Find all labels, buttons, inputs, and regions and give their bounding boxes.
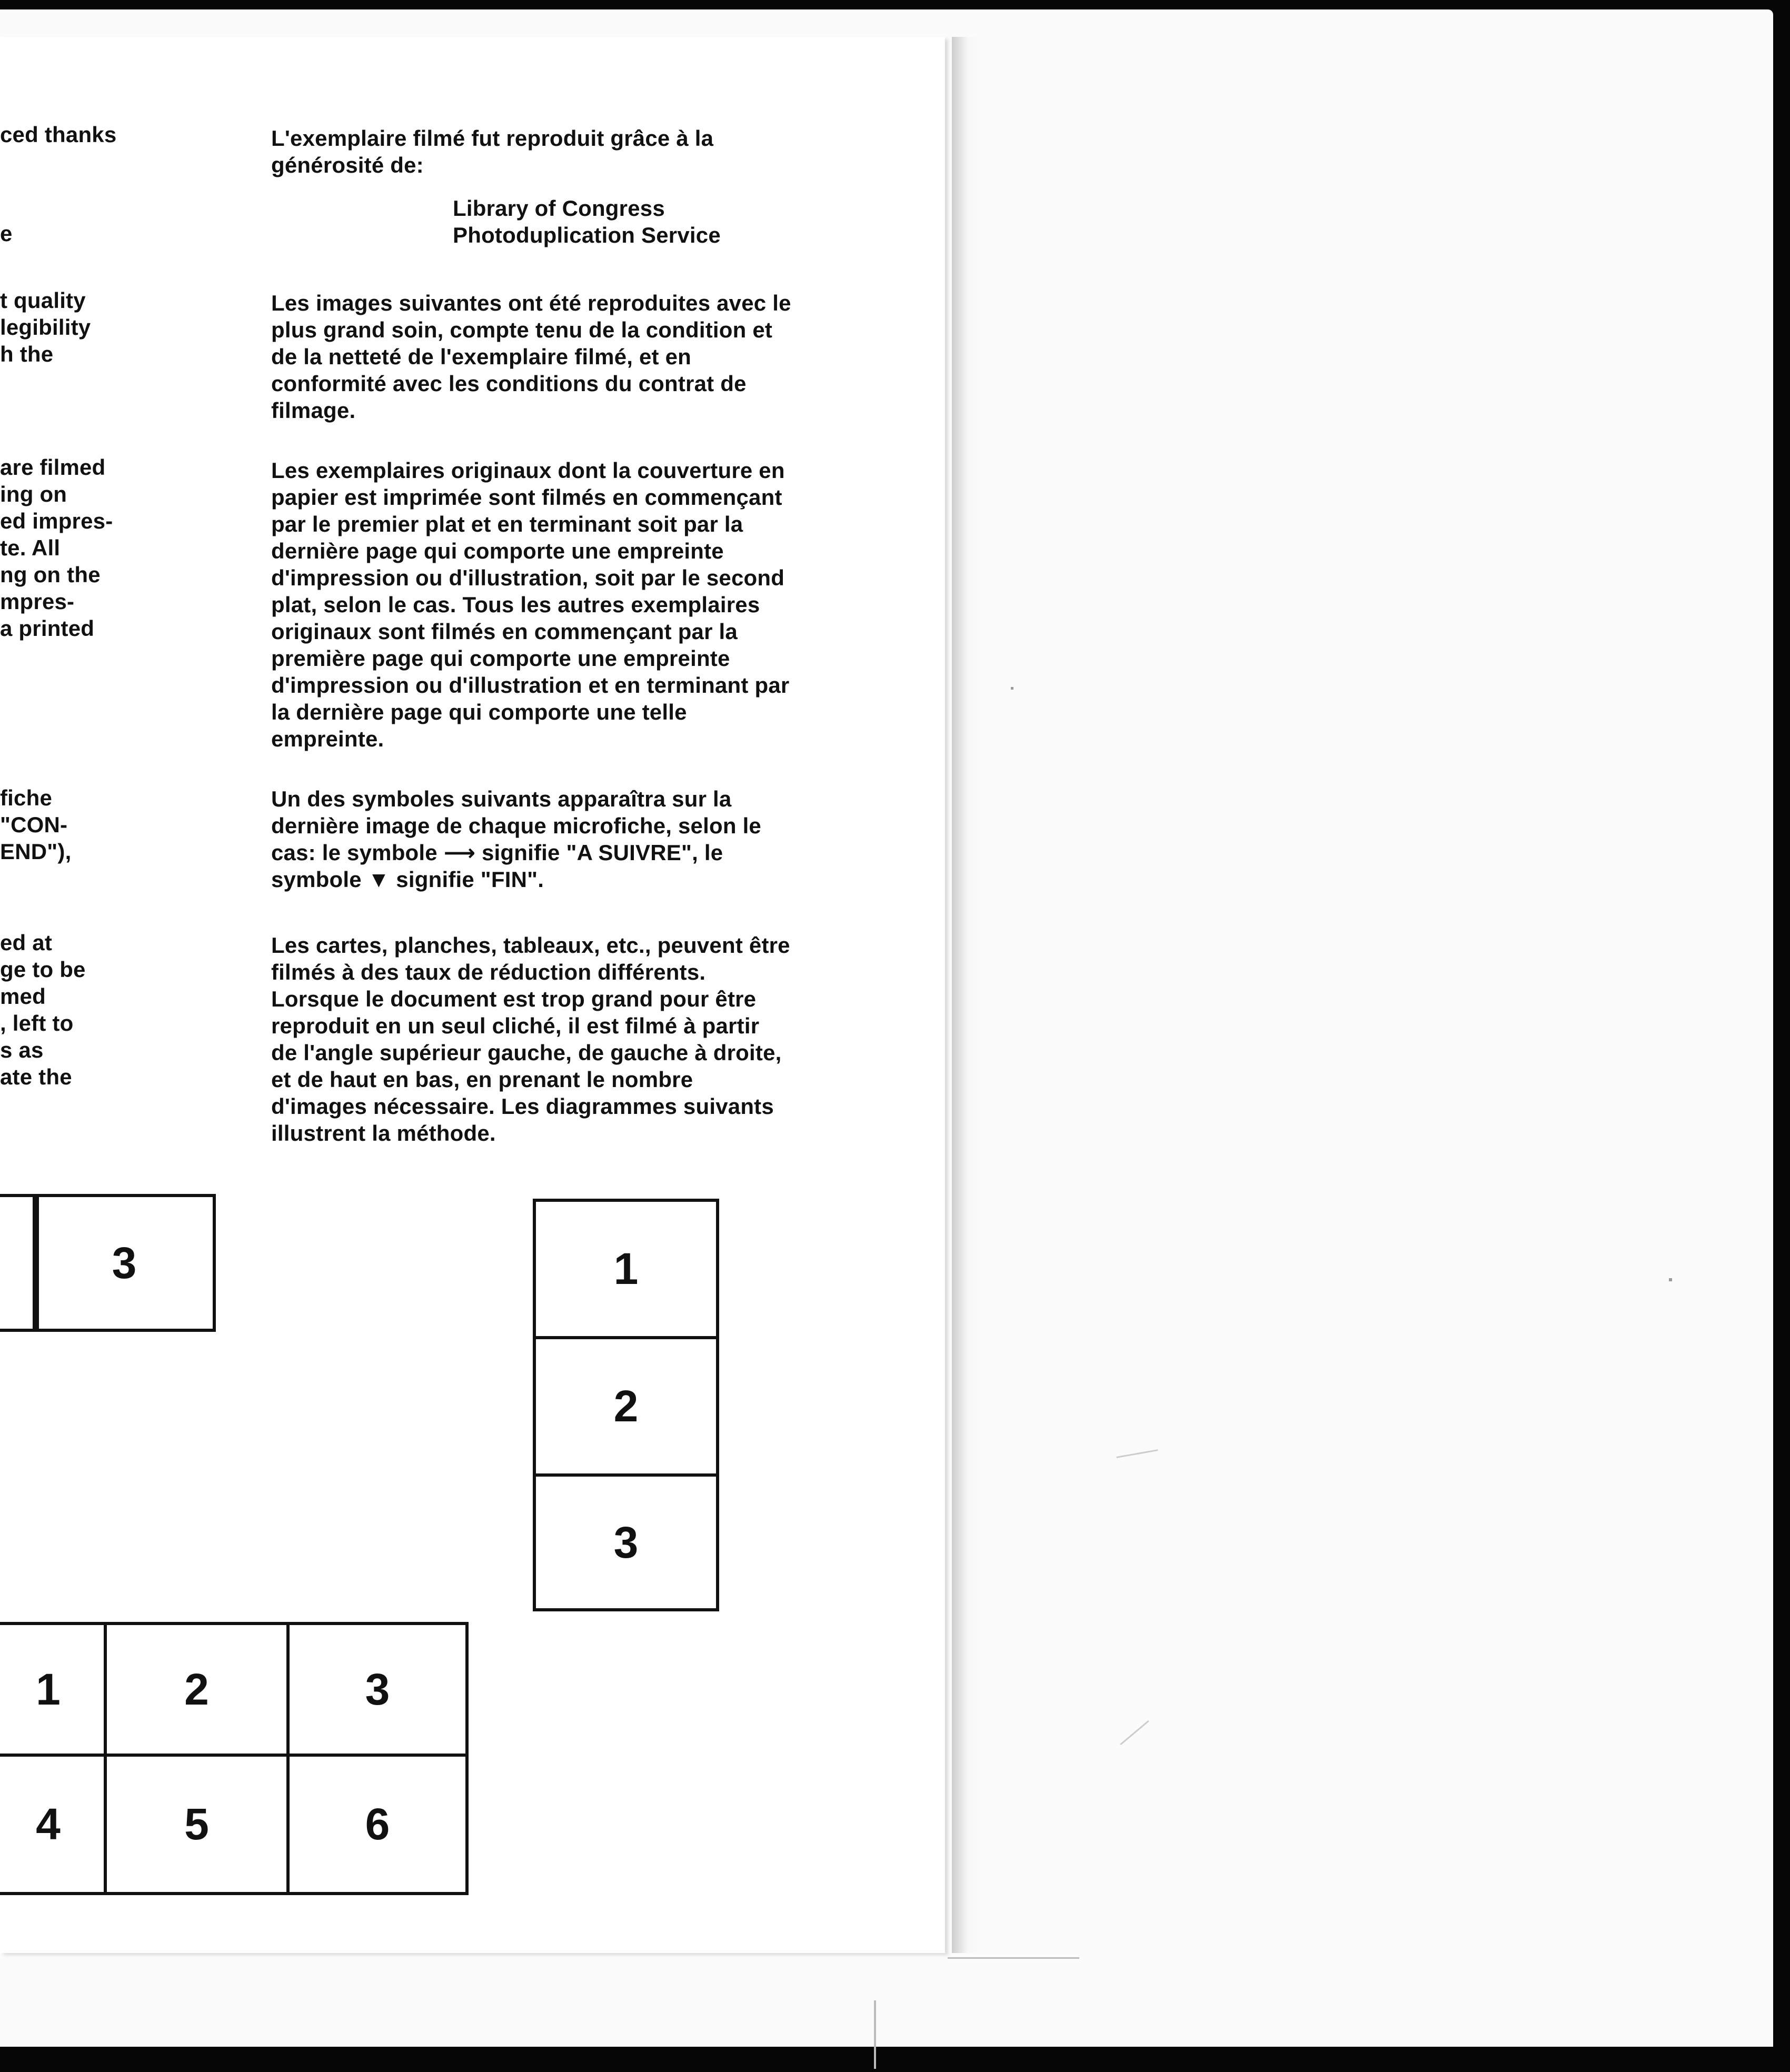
french-para-originals-line: plat, selon le cas. Tous les autres exemplaires bbox=[271, 592, 760, 617]
french-para-maps-line: reproduit en un seul cliché, il est filmé à partir bbox=[271, 1013, 760, 1038]
diagram-cell: 4 bbox=[0, 1754, 107, 1895]
scan-mark bbox=[874, 2000, 876, 2069]
french-para-originals-line: dernière page qui comporte une empreinte bbox=[271, 539, 724, 563]
french-para-originals-line: originaux sont filmés en commençant par la bbox=[271, 619, 738, 644]
french-para-maps-line: et de haut en bas, en prenant le nombre bbox=[271, 1067, 693, 1092]
diagram-cell: 2 bbox=[533, 1336, 719, 1477]
french-para-originals-line: Les exemplaires originaux dont la couverture en bbox=[271, 458, 785, 483]
french-intro-line: L'exemplaire filmé fut reproduit grâce à la bbox=[271, 126, 714, 151]
french-para-originals-line: d'impression ou d'illustration, soit par le second bbox=[271, 565, 785, 590]
diagram-cell: 3 bbox=[33, 1194, 216, 1332]
french-para-maps-line: Les cartes, planches, tableaux, etc., peuvent être bbox=[271, 933, 790, 958]
page-edge-shadow bbox=[952, 37, 983, 1953]
diagram-cell: 1 bbox=[533, 1199, 719, 1339]
institution-line: Photoduplication Service bbox=[453, 223, 721, 247]
institution-line: Library of Congress bbox=[453, 196, 665, 221]
french-para-originals-line: par le premier plat et en terminant soit par la bbox=[271, 512, 743, 536]
french-para-symbols-line: cas: le symbole ⟶ signifie "A SUIVRE", le bbox=[271, 840, 723, 865]
french-para-originals-line: papier est imprimée sont filmés en commençant bbox=[271, 485, 782, 510]
french-para-symbols-line: dernière image de chaque microfiche, selon le bbox=[271, 813, 761, 838]
diagram-cell: 3 bbox=[286, 1622, 469, 1757]
scan-speck bbox=[1669, 1278, 1672, 1281]
scan-mark bbox=[948, 1957, 1079, 1959]
diagram-cell: 1 bbox=[0, 1622, 107, 1757]
diagram-cell: 2 bbox=[104, 1622, 290, 1757]
french-para-maps-line: d'images nécessaire. Les diagrammes suivants bbox=[271, 1094, 774, 1119]
french-intro-line: générosité de: bbox=[271, 153, 424, 177]
diagram-cell: 6 bbox=[286, 1754, 469, 1895]
french-para-originals-line: première page qui comporte une empreinte bbox=[271, 646, 730, 671]
french-para-symbols-line: symbole ▼ signifie "FIN". bbox=[271, 867, 544, 892]
french-para-images-line: conformité avec les conditions du contrat de bbox=[271, 371, 747, 396]
french-para-images-line: de la netteté de l'exemplaire filmé, et en bbox=[271, 344, 692, 369]
french-para-maps-line: de l'angle supérieur gauche, de gauche à droite, bbox=[271, 1040, 782, 1065]
french-para-images-line: Les images suivantes ont été reproduites avec le bbox=[271, 291, 791, 315]
french-para-originals-line: empreinte. bbox=[271, 726, 384, 751]
diagram-cell: 5 bbox=[104, 1754, 290, 1895]
scan-speck bbox=[1011, 687, 1013, 690]
french-para-images-line: plus grand soin, compte tenu de la condition et bbox=[271, 317, 773, 342]
french-para-maps-line: illustrent la méthode. bbox=[271, 1121, 496, 1145]
french-para-maps-line: Lorsque le document est trop grand pour être bbox=[271, 987, 757, 1011]
french-para-images-line: filmage. bbox=[271, 398, 356, 423]
french-para-originals-line: la dernière page qui comporte une telle bbox=[271, 700, 687, 724]
french-para-maps-line: filmés à des taux de réduction différents. bbox=[271, 960, 706, 984]
french-para-symbols-line: Un des symboles suivants apparaîtra sur la bbox=[271, 786, 732, 811]
french-para-originals-line: d'impression ou d'illustration et en terminant par bbox=[271, 673, 790, 698]
diagram-cell: 3 bbox=[533, 1473, 719, 1611]
